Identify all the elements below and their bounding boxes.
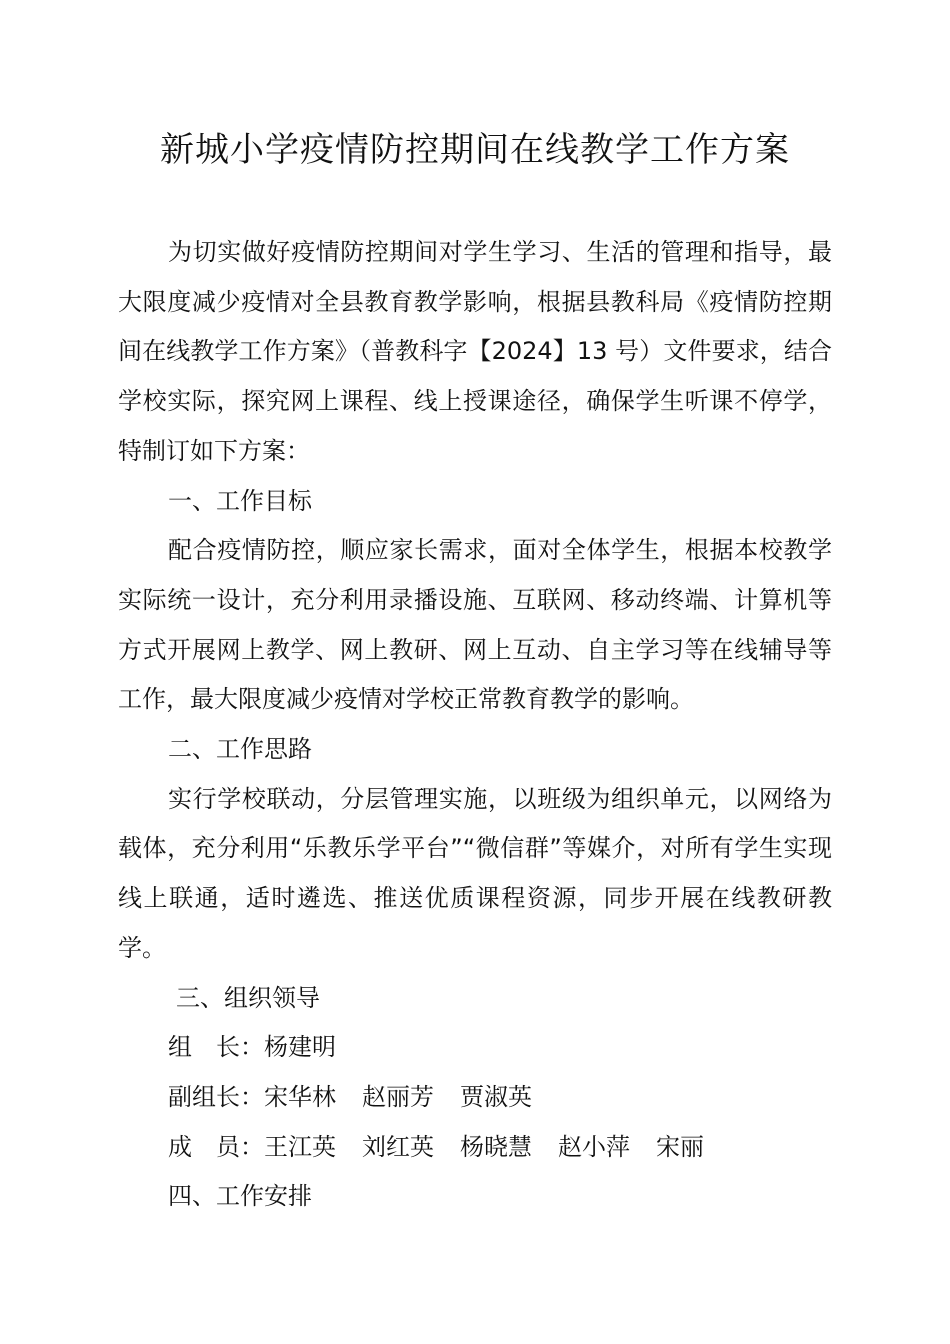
member-name: 刘红英	[362, 1132, 434, 1161]
intro-paragraph: 为切实做好疫情防控期间对学生学习、生活的管理和指导，最大限度减少疫情对全县教育教学影响，根据县教科局《疫情防控期间在线教学工作方案》（普教科字【2024】13 号）文件要求，结合学校实际，探究网上课程、线上授课途径，确保学生听课不停学，特制订如下方案：	[118, 238, 832, 465]
document-title: 新城小学疫情防控期间在线教学工作方案	[160, 130, 790, 170]
section-heading-arrangement: 四、工作安排	[168, 1182, 312, 1211]
member-name: 宋丽	[656, 1132, 704, 1161]
leader-label: 组 长：	[168, 1033, 264, 1062]
member-name: 王江英	[264, 1132, 336, 1161]
goals-paragraph: 配合疫情防控，顺应家长需求，面对全体学生，根据本校教学实际统一设计，充分利用录播设施、互联网、移动终端、计算机等方式开展网上教学、网上教研、网上互动、自主学习等在线辅导等工作，最大限度减少疫情对学校正常教育教学的影响。	[118, 536, 832, 714]
leader-name: 杨建明	[264, 1033, 336, 1062]
approach-paragraph: 实行学校联动，分层管理实施，以班级为组织单元，以网络为载体，充分利用“乐教乐学平台”“微信群”等媒介，对所有学生实现线上联通，适时遴选、推送优质课程资源，同步开展在线教研教学。	[118, 784, 832, 962]
deputy-label: 副组长：	[168, 1082, 264, 1111]
section-heading-leadership: 三、组织领导	[176, 983, 320, 1012]
document-body	[118, 228, 832, 1222]
deputy-line	[118, 1073, 832, 1123]
member-name: 杨晓慧	[460, 1132, 532, 1161]
deputy-name: 宋华林	[264, 1082, 336, 1111]
member-label: 成 员：	[168, 1132, 264, 1161]
member-line	[118, 1123, 832, 1173]
section-heading-approach: 二、工作思路	[168, 735, 312, 764]
section-heading-goals: 一、工作目标	[168, 486, 312, 515]
deputy-name: 贾淑英	[460, 1082, 532, 1111]
deputy-name: 赵丽芳	[362, 1082, 434, 1111]
leader-line	[118, 1023, 832, 1073]
member-name: 赵小萍	[558, 1132, 630, 1161]
